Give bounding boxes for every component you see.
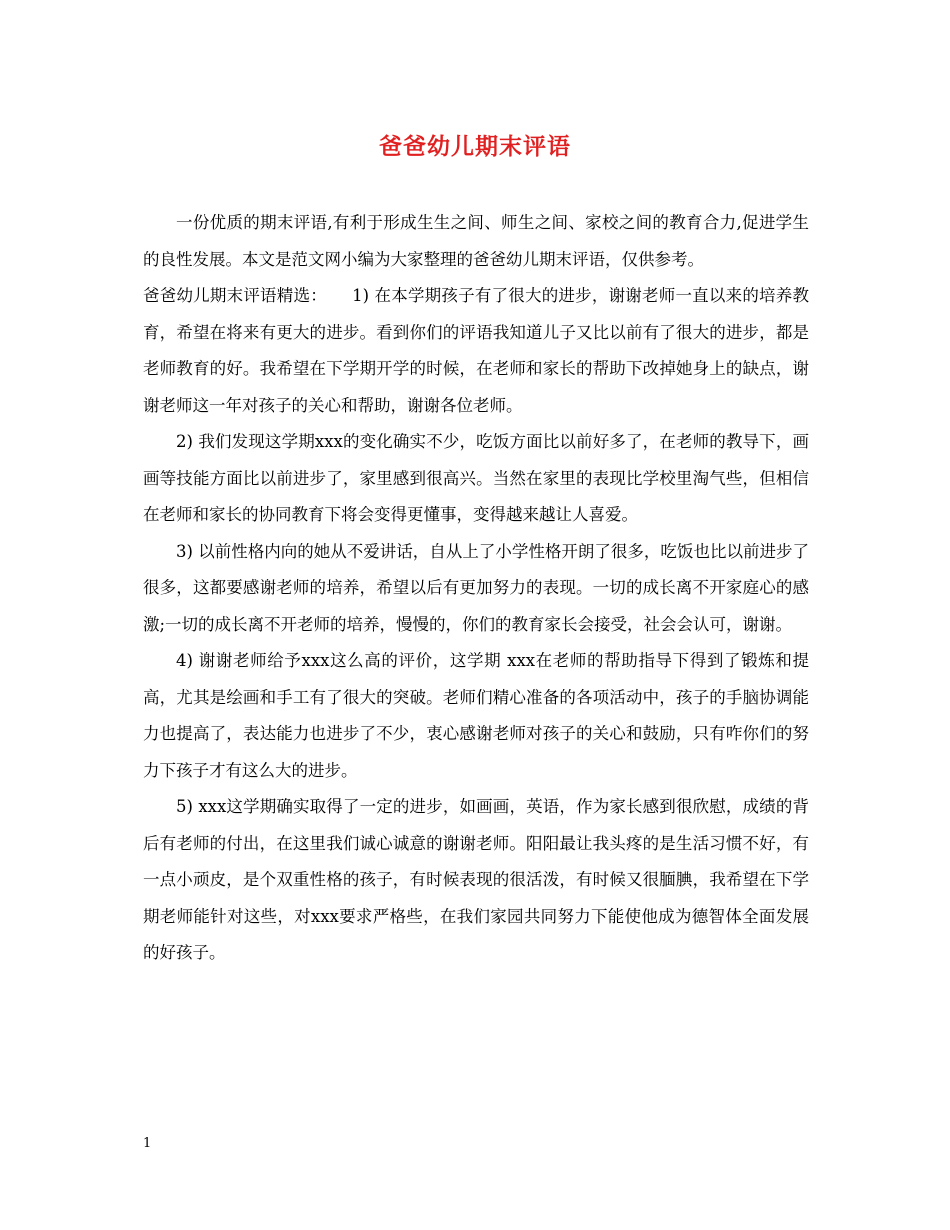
document-title: 爸爸幼儿期末评语: [379, 133, 571, 160]
intro-paragraph: 一份优质的期末评语,有利于形成生生之间、师生之间、家校之间的教育合力,促进学生的良性发展。本文是范文网小编为大家整理的爸爸幼儿期末评语，仅供参考。: [143, 213, 809, 269]
page-number: 1: [143, 1136, 152, 1151]
document-body: [143, 205, 809, 972]
comment-item-2: 2) 我们发现这学期xxx的变化确实不少，吃饭方面比以前好多了，在老师的教导下，画画等技能方面比以前进步了，家里感到很高兴。当然在家里的表现比学校里淘气些，但相信在老师和家长的协同教育下将会变得更懂事，变得越来越让人喜爱。: [143, 432, 809, 524]
comment-item-3: 3) 以前性格内向的她从不爱讲话，自从上了小学性格开朗了很多，吃饭也比以前进步了很多，这都要感谢老师的培养，希望以后有更加努力的表现。一切的成长离不开家庭心的感激;一切的成长离不开老师的培养，慢慢的，你们的教育家长会接受，社会会认可，谢谢。: [143, 541, 809, 634]
comment-item-4: 4) 谢谢老师给予xxx这么高的评价，这学期 xxx在老师的帮助指导下得到了锻炼和提高，尤其是绘画和手工有了很大的突破。老师们精心准备的各项活动中，孩子的手脑协调能力也提高了，表达能力也进步了不少，衷心感谢老师对孩子的关心和鼓励，只有咋你们的努力下孩子才有这么大的进步。: [143, 651, 809, 780]
comment-item-5: 5) xxx这学期确实取得了一定的进步，如画画，英语，作为家长感到很欣慰，成绩的背后有老师的付出，在这里我们诚心诚意的谢谢老师。阳阳最让我头疼的是生活习惯不好，有一点小顽皮，是个双重性格的孩子，有时候表现的很活泼，有时候又很腼腆，我希望在下学期老师能针对这些，对xxx要求严格些，在我们家园共同努力下能使他成为德智体全面发展的好孩子。: [143, 797, 809, 962]
section-heading-item-1: 爸爸幼儿期末评语精选： 1) 在本学期孩子有了很大的进步，谢谢老师一直以来的培养教育，希望在将来有更大的进步。看到你们的评语我知道儿子又比以前有了很大的进步，都是老师教育的好。我希望在下学期开学的时候，在老师和家长的帮助下改掉她身上的缺点，谢谢老师这一年对孩子的关心和帮助，谢谢各位老师。: [143, 286, 809, 415]
